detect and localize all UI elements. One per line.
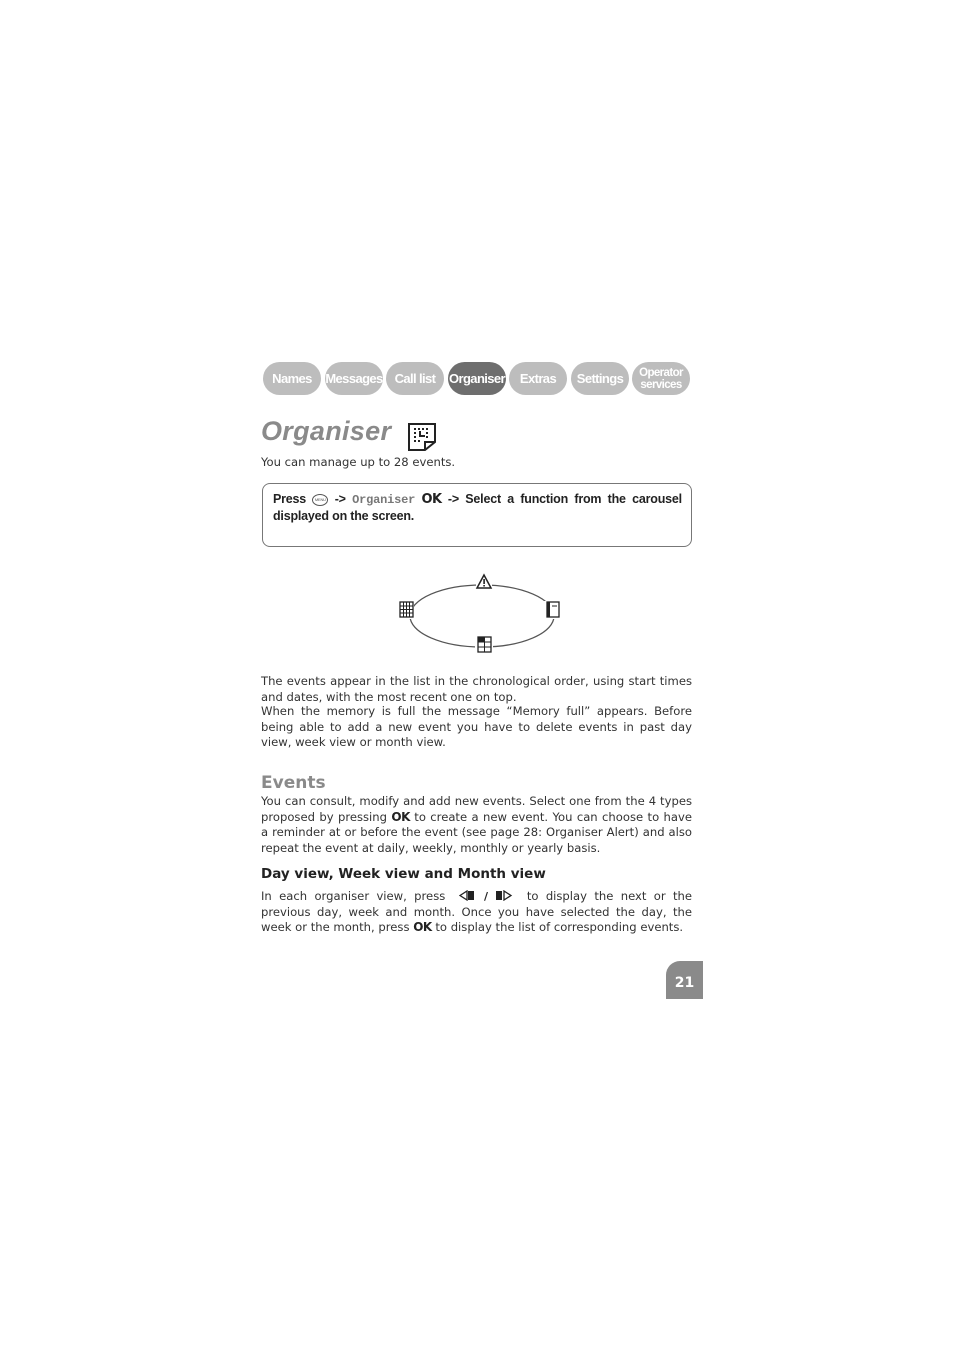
tab-operator-services[interactable]: Operator services xyxy=(632,362,690,395)
instruction-text: Select a function from the carousel displayed on the screen. xyxy=(273,492,682,523)
tab-organiser[interactable]: Organiser xyxy=(448,362,506,395)
arrow-1: -> xyxy=(334,492,346,506)
month-view-icon xyxy=(475,635,493,653)
tab-bar xyxy=(263,362,691,395)
arrow-2: -> xyxy=(447,492,459,506)
page-number: 21 xyxy=(666,961,703,999)
memory-full-paragraph: When the memory is full the message “Memory full” appears. Before being able to add a new event you have to delete events in past day view, week view or month view. xyxy=(261,704,692,749)
right-arrow-key-icon xyxy=(495,890,513,901)
events-order-paragraph: The events appear in the list in the chronological order, using start times and dates, with the most recent one on top. xyxy=(261,674,692,704)
press-label: Press xyxy=(273,492,307,506)
day-week-month-heading: Day view, Week view and Month view xyxy=(261,866,546,882)
ok-key-icon: OK xyxy=(421,492,442,507)
week-view-icon xyxy=(544,601,562,619)
instruction-box xyxy=(262,483,692,547)
tab-call-list[interactable]: Call list xyxy=(386,362,444,395)
menu-key-icon: MENU xyxy=(312,494,328,506)
tab-messages[interactable]: Messages xyxy=(325,362,383,395)
organiser-icon xyxy=(406,421,438,453)
tab-settings[interactable]: Settings xyxy=(571,362,629,395)
ok-key-icon: OK xyxy=(413,920,432,934)
alert-icon xyxy=(476,573,492,589)
slash: / xyxy=(484,890,489,903)
events-heading: Events xyxy=(261,773,326,793)
carousel-diagram xyxy=(396,572,566,658)
tab-names[interactable]: Names xyxy=(263,362,321,395)
events-paragraph: You can consult, modify and add new events. Select one from the 4 types proposed by pressing OK to create a new event. You can choose to have a reminder at or before the event (see page 28: Organiser Alert) and also repeat the event at daily, weekly, monthly or yearly basis. xyxy=(261,794,693,855)
day-view-icon xyxy=(398,601,414,619)
ok-key-icon: OK xyxy=(391,809,410,824)
day-view-paragraph: In each organiser view, press / to display the next or the previous day, week and month. Once you have selected the day, the week or the month, press OK to display the list of corresponding events. xyxy=(261,889,693,934)
tab-extras[interactable]: Extras xyxy=(509,362,567,395)
page-title: Organiser xyxy=(261,416,392,446)
organiser-menu-label: Organiser xyxy=(352,493,416,507)
intro-text: You can manage up to 28 events. xyxy=(261,455,456,469)
left-arrow-key-icon xyxy=(459,890,477,901)
